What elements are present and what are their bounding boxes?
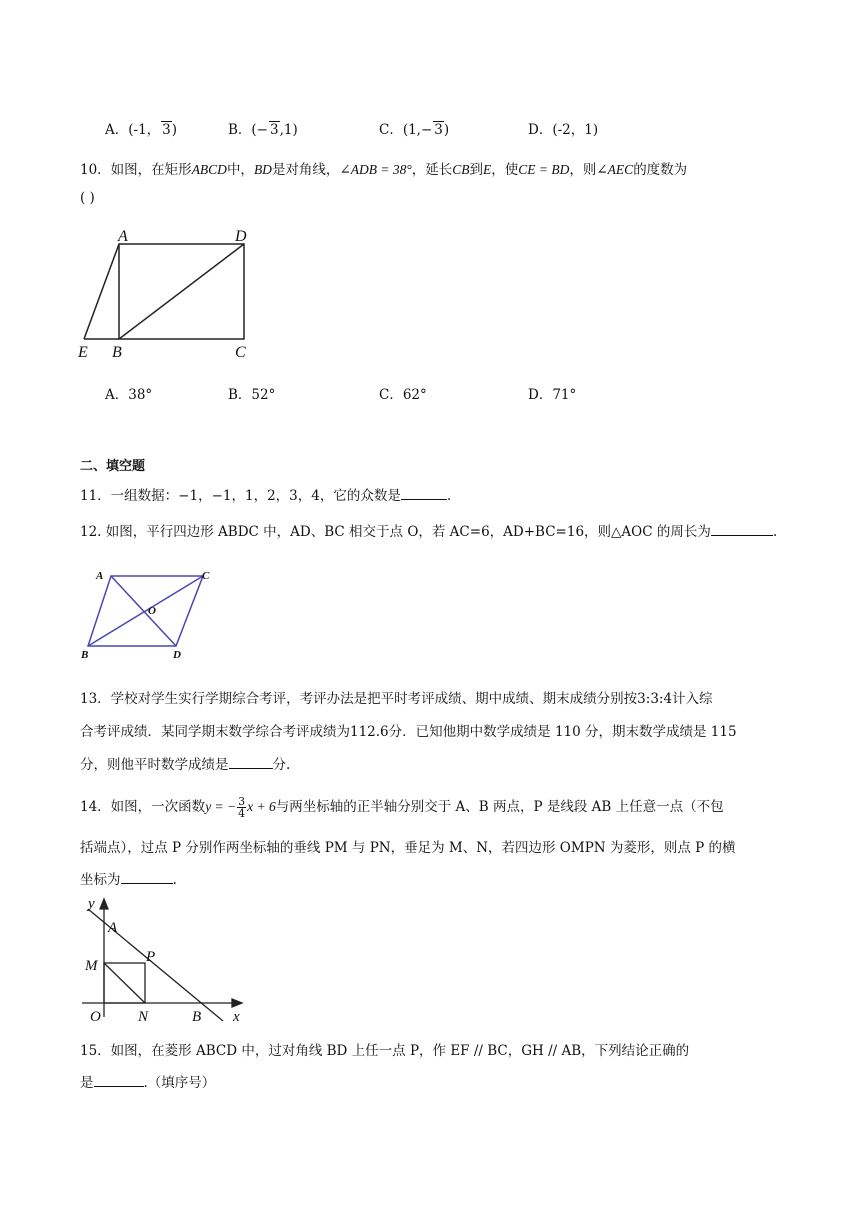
diagonal-bc [88, 576, 203, 646]
q15-line2: 是 .（填序号） [80, 1075, 216, 1091]
label-c: C [235, 344, 246, 361]
q11-text: 11．一组数据：−1，−1，1，2，3，4，它的众数是 . [80, 488, 452, 504]
q13-blank[interactable] [229, 756, 273, 769]
q9-option-a: A．(-1， 3) [105, 122, 178, 138]
q15-blank[interactable] [94, 1074, 144, 1087]
label-a: A [96, 570, 104, 582]
q10-option-c: C．62° [379, 387, 427, 403]
q9-option-c: C．(1,− 3) [379, 122, 450, 138]
label-e: E [78, 344, 88, 361]
q14-blank[interactable] [121, 871, 173, 884]
label-o: O [148, 605, 156, 617]
q10-option-b: B．52° [228, 387, 276, 403]
q15-line1: 15．如图，在菱形 ABCD 中，过对角线 BD 上任一点 P，作 EF // BC，GH // AB，下列结论正确的 [80, 1043, 690, 1059]
q10-stem: 10．如图，在矩形ABCD中，BD是对角线，∠ADB = 38°，延长CB到E，使CE = BD，则∠AEC的度数为 [80, 162, 688, 178]
label-b: B [112, 344, 122, 361]
q13-line1: 13．学校对学生实行学期综合考评，考评办法是把平时考评成绩、期中成绩、期末成绩分别按3:3:4计入综 [80, 691, 713, 707]
label-x: x [233, 1009, 240, 1025]
label-d: D [173, 649, 181, 661]
q14-line2: 括端点），过点 P 分别作两坐标轴的垂线 PM 与 PN，垂足为 M、N，若四边形 OMPN 为菱形，则点 P 的横 [80, 840, 736, 856]
section-heading: 二、填空题 [80, 459, 146, 474]
diagonal-ad [111, 576, 176, 646]
y-axis-arrow [100, 899, 108, 909]
q14-line3: 坐标为 . [80, 872, 177, 888]
q10-answer-paren: ( ) [80, 190, 95, 206]
fraction-three-quarters: $\frac{3}{4}$ [238, 795, 246, 820]
q10-option-a: A．38° [105, 387, 153, 403]
label-n: N [138, 1009, 149, 1025]
label-d: D [235, 228, 247, 245]
q13-line3: 分，则他平时数学成绩是 分. [80, 757, 291, 773]
diagonal-bd [119, 244, 244, 339]
segment-ae [84, 244, 119, 339]
q10-option-d: D．71° [528, 387, 577, 403]
label-b: B [81, 649, 89, 661]
q12-blank[interactable] [711, 523, 773, 536]
q14-line1: 14．如图，一次函数y = − $\frac{3}{4}$ x + 6与两坐标轴的正半轴分别交于 A、B 两点，P 是线段 AB 上任意一点（不包 [80, 795, 724, 820]
label-b: B [192, 1009, 202, 1025]
q12-text: 12. 如图，平行四边形 ABDC 中，AD、BC 相交于点 O，若 AC=6，AD+BC=16，则△AOC 的周长为 . [80, 524, 778, 540]
segment-mn [104, 963, 145, 1003]
label-a: A [118, 228, 128, 245]
q12-parallelogram-figure [78, 566, 228, 662]
q10-rectangle-figure [72, 224, 262, 364]
q11-blank[interactable] [401, 487, 447, 500]
q9-option-d: D．(-2，1) [528, 122, 599, 138]
label-m: M [85, 958, 98, 974]
label-o: O [90, 1009, 101, 1025]
label-a: A [108, 920, 118, 936]
q9-option-b: B．(− 3,1) [228, 122, 298, 138]
x-axis-arrow [232, 999, 242, 1007]
q14-coordinate-figure [78, 895, 253, 1030]
q13-line2: 合考评成绩．某同学期末数学综合考评成绩为112.6分．已知他期中数学成绩是 110 分，期末数学成绩是 115 [80, 724, 737, 740]
label-c: C [202, 570, 210, 582]
label-p: P [146, 949, 156, 965]
label-y: y [88, 896, 95, 912]
